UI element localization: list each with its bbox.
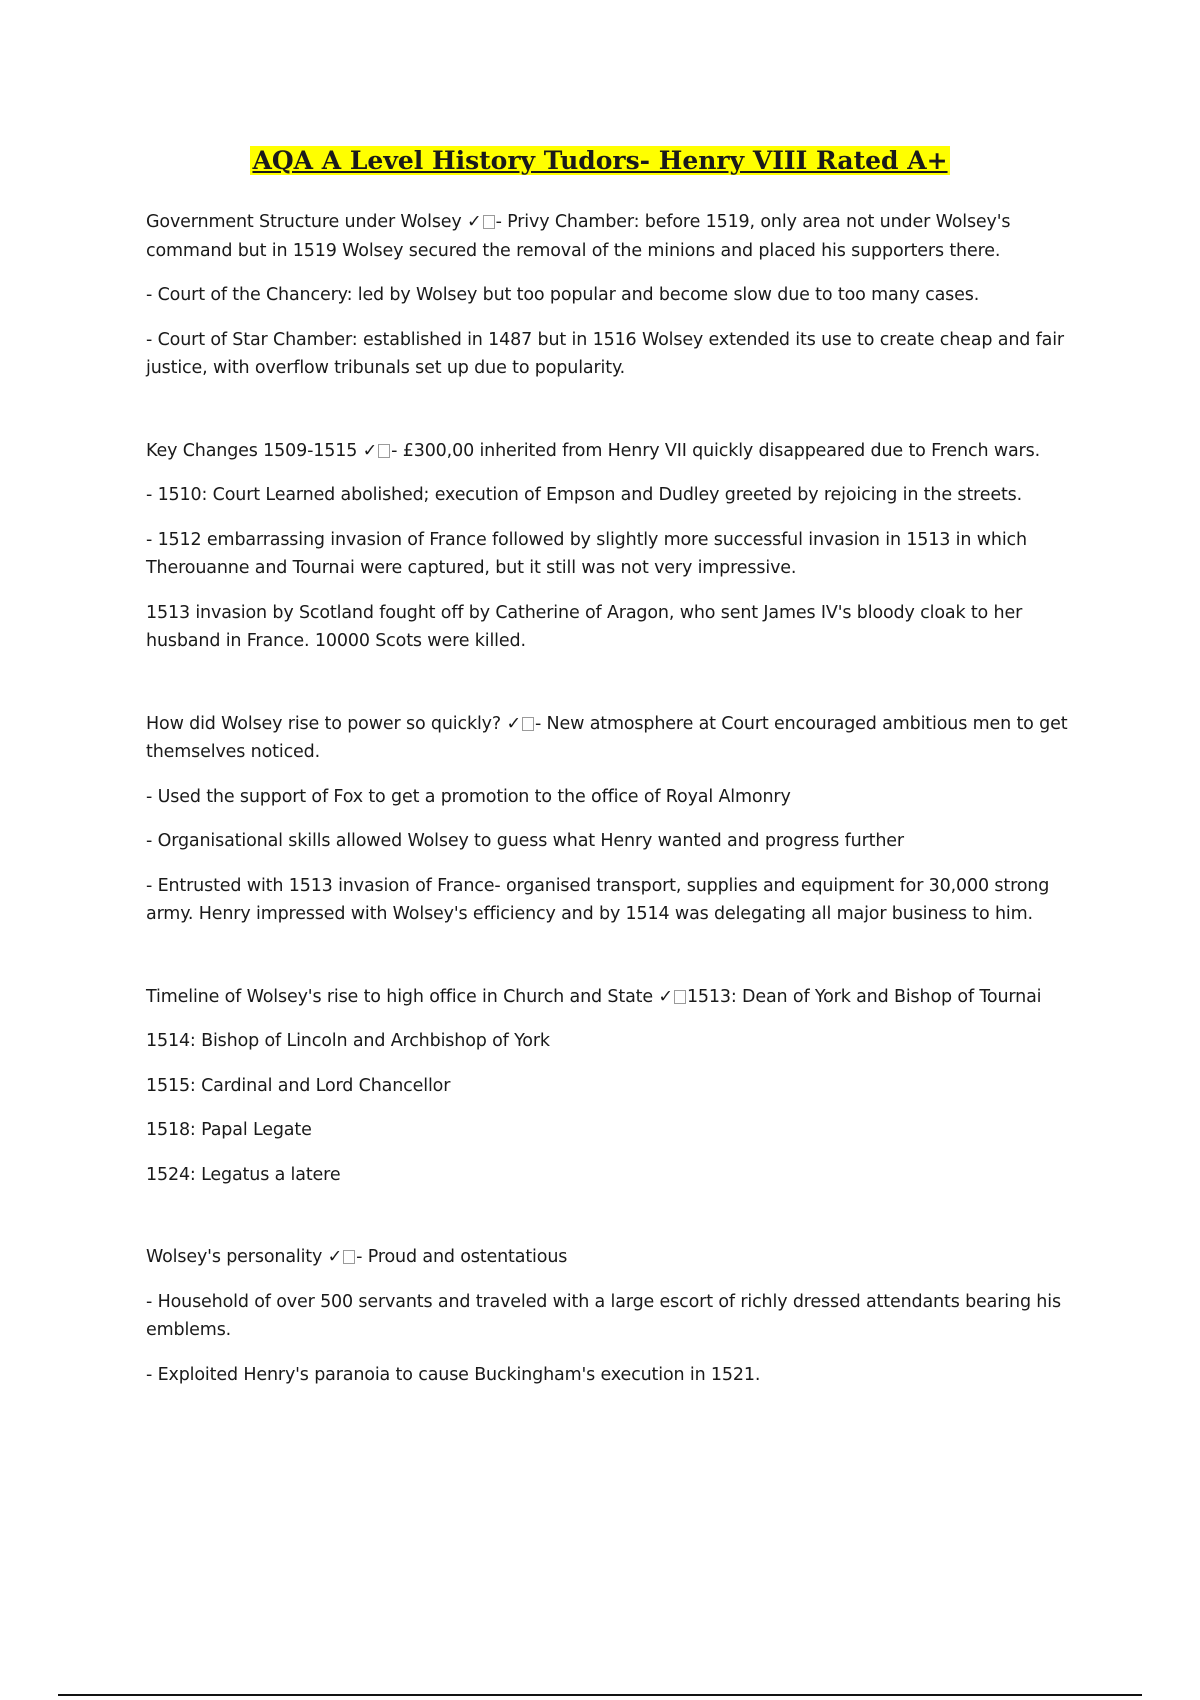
section-line: - Organisational skills allowed Wolsey to guess what Henry wanted and progress further	[146, 831, 904, 851]
section-line: - Exploited Henry's paranoia to cause Buckingham's execution in 1521.	[146, 1364, 761, 1385]
section-heading-timeline	[146, 983, 1096, 1012]
check-icon: ✓	[467, 212, 482, 232]
check-icon: ✓	[362, 440, 378, 461]
timeline-line: 1518: Papal Legate	[146, 1120, 312, 1140]
section-heading-text: Timeline of Wolsey's rise to high office in Church and State	[146, 986, 653, 1007]
timeline-line: 1524: Legatus a latere	[146, 1164, 341, 1185]
document-title	[0, 145, 1200, 177]
check-icon: ✓	[506, 713, 521, 734]
section-heading-text: Key Changes 1509-1515	[146, 440, 358, 461]
bottom-divider	[58, 1694, 1142, 1696]
missing-glyph-box-icon	[378, 444, 390, 458]
document-body	[146, 208, 1096, 1405]
section-line: - Court of Star Chamber: established in 1487 but in 1516 Wolsey extended its use to create cheap and fair justice, with overflow tribunals set up due to popularity.	[146, 329, 1064, 378]
section-heading-text: Government Structure under Wolsey	[146, 212, 462, 232]
section-heading-wolsey-rise	[146, 710, 1096, 767]
section-line: - 1510: Court Learned abolished; execution of Empson and Dudley greeted by rejoicing in the streets.	[146, 485, 1023, 505]
section-heading-text: How did Wolsey rise to power so quickly?	[146, 713, 502, 734]
missing-glyph-box-icon	[483, 215, 495, 229]
check-icon: ✓	[327, 1247, 343, 1267]
section-line: - 1512 embarrassing invasion of France followed by slightly more successful invasion in 1513 in which Therouanne and Tournai were captured, but it still was not very impressive.	[146, 529, 1027, 578]
timeline-line: 1514: Bishop of Lincoln and Archbishop of York	[146, 1031, 550, 1051]
section-line: - Used the support of Fox to get a promotion to the office of Royal Almonry	[146, 786, 791, 807]
section-heading-government-structure	[146, 208, 1096, 265]
section-heading-personality	[146, 1243, 1096, 1272]
section-heading-tail: - £300,00 inherited from Henry VII quickly disappeared due to French wars.	[391, 440, 1040, 461]
section-line: - Household of over 500 servants and traveled with a large escort of richly dressed attendants bearing his emblems.	[146, 1291, 1061, 1340]
section-heading-text: Wolsey's personality	[146, 1247, 323, 1267]
timeline-line: 1515: Cardinal and Lord Chancellor	[146, 1075, 451, 1096]
check-icon: ✓	[658, 986, 673, 1007]
section-line: - Court of the Chancery: led by Wolsey but too popular and become slow due to too many cases.	[146, 285, 980, 305]
section-heading-tail: - Proud and ostentatious	[356, 1247, 568, 1267]
missing-glyph-box-icon	[522, 717, 534, 731]
missing-glyph-box-icon	[674, 990, 686, 1004]
section-heading-tail: - New atmosphere at Court encouraged ambitious men to get themselves noticed.	[146, 713, 1068, 762]
section-heading-key-changes	[146, 437, 1096, 466]
section-heading-tail: - Privy Chamber: before 1519, only area not under Wolsey's command but in 1519 Wolsey secured the removal of the minions and placed his supporters there.	[146, 212, 1011, 261]
section-line: 1513 invasion by Scotland fought off by Catherine of Aragon, who sent James IV's bloody cloak to her husband in France. 10000 Scots were killed.	[146, 602, 1023, 651]
document-title-text: AQA A Level History Tudors- Henry VIII Rated A+	[252, 146, 948, 175]
missing-glyph-box-icon	[343, 1250, 355, 1264]
section-line: - Entrusted with 1513 invasion of France- organised transport, supplies and equipment for 30,000 strong army. Henry impressed with Wolsey's efficiency and by 1514 was delegating all major business to him.	[146, 875, 1050, 924]
section-heading-tail: 1513: Dean of York and Bishop of Tournai	[686, 986, 1042, 1007]
